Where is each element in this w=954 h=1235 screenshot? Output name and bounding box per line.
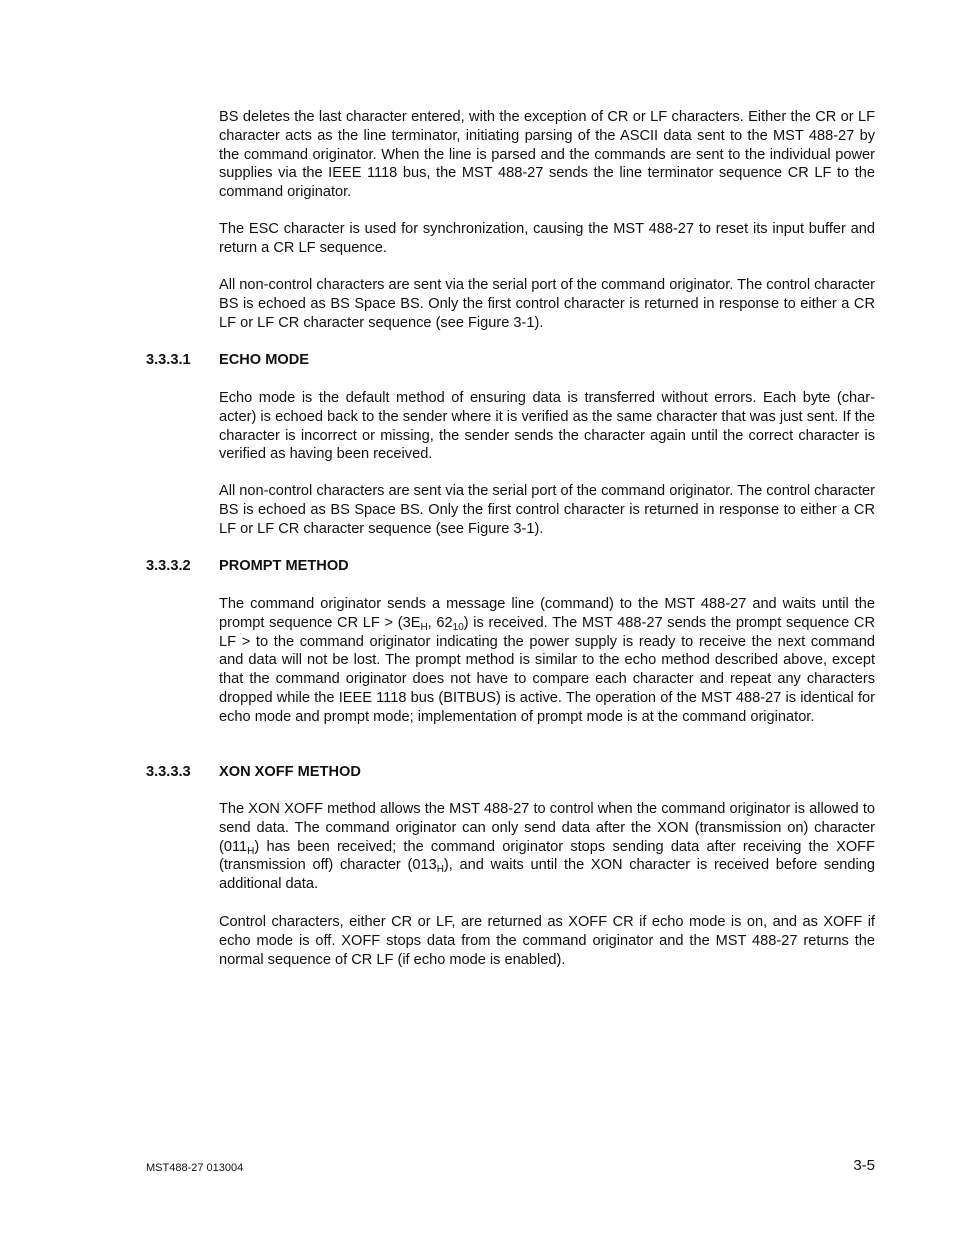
section-title: PROMPT METHOD <box>219 558 349 574</box>
xon-paragraph-1: The XON XOFF method allows the MST 488-27 to control when the command originator is allowed to send data. The command originator can only send data after the XON (transmission on) character $(011_H)$ has been received; the command originator stops sending data after receiving the XOFF (transmission off) character $(013_H)$, and waits until the XON character is received before sending additional data. <box>219 801 875 893</box>
section-title: XON XOFF METHOD <box>219 764 361 780</box>
section-heading-xon-xoff-method <box>146 763 875 782</box>
echo-paragraph-1: Echo mode is the default method of ensuring data is transferred without errors. Each byte (char-acter) is echoed back to the sender where it is verified as the same character that was just sent. If the character is incorrect or missing, the sender sends the character again until the correct character is verified as having been received. <box>219 390 875 463</box>
intro-paragraph-3: All non-control characters are sent via the serial port of the command originator. The control character BS is echoed as BS Space BS. Only the first control character is returned in response to either a CR LF or LF CR character sequence (see Figure 3-1). <box>219 277 875 331</box>
footer-page-number: 3-5 <box>853 1157 875 1174</box>
section-heading-prompt-method <box>146 557 875 576</box>
xon-paragraph-2: Control characters, either CR or LF, are returned as XOFF CR if echo mode is on, and as XOFF if echo mode is off. XOFF stops data from the command originator and the MST 488-27 returns the normal sequence of CR LF (if echo mode is enabled). <box>219 914 875 968</box>
section-number: 3.3.3.1 <box>146 352 191 368</box>
section-number: 3.3.3.3 <box>146 764 191 780</box>
section-title: ECHO MODE <box>219 352 309 368</box>
section-heading-echo-mode <box>146 351 875 370</box>
footer-document-id: MST488-27 013004 <box>146 1162 244 1174</box>
intro-paragraph-1: BS deletes the last character entered, with the exception of CR or LF characters. Either the CR or LF character acts as the line terminator, initiating parsing of the ASCII data sent to the MST 488-27 by the command originator. When the line is parsed and the commands are sent to the individual power supplies via the IEEE 1118 bus, the MST 488-27 sends the line terminator sequence CR LF to the command originator. <box>219 109 875 201</box>
prompt-paragraph-1: The command originator sends a message line (command) to the MST 488-27 and waits until the prompt sequence CR LF > ($3E_H$, $62_{10}$) is received. The MST 488-27 sends the prompt sequence CR LF > to the command originator indicating the power supply is ready to receive the next command and data will not be lost. The prompt method is similar to the echo method described above, except that the command originator does not have to compare each character and repeat any characters dropped while the IEEE 1118 bus (BITBUS) is active. The operation of the MST 488-27 is identical for echo mode and prompt mode; implementation of prompt mode is at the command originator. <box>219 596 876 725</box>
intro-paragraph-2: The ESC character is used for synchronization, causing the MST 488-27 to reset its input buffer and return a CR LF sequence. <box>219 221 875 256</box>
echo-paragraph-2: All non-control characters are sent via the serial port of the command originator. The control character BS is echoed as BS Space BS. Only the first control character is returned in response to either a CR LF or LF CR character sequence (see Figure 3-1). <box>219 483 875 537</box>
section-number: 3.3.3.2 <box>146 558 191 574</box>
